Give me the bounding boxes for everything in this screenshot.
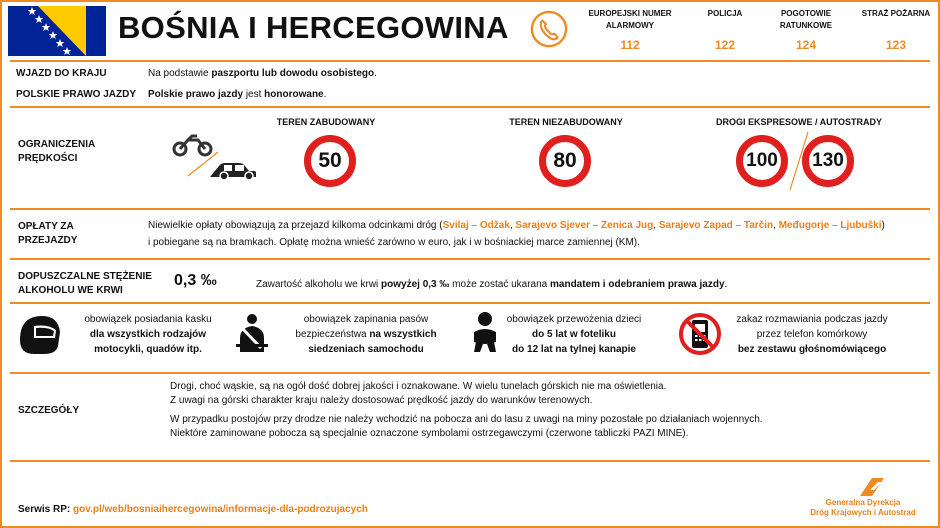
express-label: DROGI EKSPRESOWE / AUTOSTRADY [715,117,883,127]
emergency-label: STRAŻ POŻARNA [861,9,931,18]
obligation-seatbelt: obowiązek zapinania pasów bezpieczeństwa na wszystkich siedzeniach samochodu [295,314,437,355]
page-title: BOŚNIA I HERCEGOWINA [118,10,509,45]
obligation-no-phone: zakaz rozmawiania podczas jazdy przez telefon komórkowy bez zestawu głośnomówiącego [736,314,888,355]
tolls-text: Niewielkie opłaty obowiązują za przejazd kilkoma odcinkami dróg (Svilaj – Odžak, Sarajevo Sjever – Zenica Jug, Sarajevo Zapad – Tarčin, Međugorje – Ljubuški) i pobiegane są na bramkach. Opłatę można wnieść zarówno w euro, jak i w bośniackiej marce zamiennej (KM). [148,220,885,248]
rural-label: TEREN NIEZABUDOWANY [509,117,623,127]
helmet-icon [14,312,62,358]
emergency-number: 123 [885,38,907,52]
obligation-child-seat: obowiązek przewożenia dzieci do 5 lat w foteliku do 12 lat na tylnej kanapie [506,314,642,355]
emergency-fire [856,8,936,52]
divider [10,302,930,304]
service-link[interactable]: gov.pl/web/bosniaihercegowina/informacje-dla-podrozujacych [73,504,368,515]
alcohol-text: Zawartość alkoholu we krwi powyżej 0,3 ‰ może zostać ukarana mandatem i odebraniem prawa jazdy. [256,279,728,290]
speed-sign-express-car: 130 [802,135,854,187]
emergency-label: EUROPEJSKI NUMER ALARMOWY [588,9,672,30]
divider [10,60,930,62]
emergency-number: 122 [714,38,736,52]
details-text: Drogi, choć wąskie, są na ogół dość dobrej jakości i oznakowane. W wielu tunelach górskich nie ma oświetlenia. Z uwagi na górski charakter kraju należy dostosować prędkość jazdy do warunków terenowych. W przypadku postojów przy drodze nie należy wchodzić na pobocza ani do lasu z uwagi na miny pozostałe po działaniach wojennych. Niektóre zaminowane pobocza są specjalnie oznaczone symbolami ostrzegawczymi (czerwone tabliczki PAZI MINE). [170,381,763,439]
emergency-police [690,8,760,52]
gddkia-logo-text: Generalna Dyrekcja Dróg Krajowych i Autostrad [810,498,916,517]
urban-label: TEREN ZABUDOWANY [276,117,376,127]
divider [10,258,930,260]
license-text: Polskie prawo jazdy jest honorowane. [148,89,327,100]
divider [10,460,930,462]
details-label: SZCZEGÓŁY [18,405,80,416]
tolls-label: OPŁATY ZA PRZEJAZDY [18,221,78,246]
gddkia-logo-icon [858,476,886,498]
entry-text: Na podstawie paszportu lub dowodu osobistego. [148,68,377,79]
speed-label: OGRANICZENIA PRĘDKOŚCI [18,139,95,164]
motorcycle-car-icon [160,128,264,184]
bosnia-flag-icon [8,6,106,56]
emergency-number: 124 [795,38,817,52]
emergency-number: 112 [620,38,640,52]
service-footer: Serwis RP: gov.pl/web/bosniaihercegowina/informacje-dla-podrozujacych [18,504,368,515]
entry-label: WJAZD DO KRAJU [16,68,107,79]
alcohol-label: DOPUSZCZALNE STĘŻENIE ALKOHOLU WE KRWI [18,271,152,296]
divider [10,372,930,374]
license-label: POLSKIE PRAWO JAZDY [16,89,137,100]
emergency-label: POLICJA [707,9,743,18]
emergency-eu [584,8,676,52]
seatbelt-icon [234,312,270,354]
phone-icon [530,10,568,48]
emergency-ambulance [770,8,842,52]
divider [10,208,930,210]
divider [10,106,930,108]
speed-sign-urban: 50 [304,135,356,187]
emergency-label: POGOTOWIE RATUNKOWE [779,9,833,30]
obligation-helmet: obowiązek posiadania kasku dla wszystkich rodzajów motocykli, quadów itp. [84,314,212,355]
speed-sign-express-moto: 100 [736,135,788,187]
speed-sign-rural: 80 [539,135,591,187]
alcohol-value: 0,3 ‰ [174,272,217,289]
